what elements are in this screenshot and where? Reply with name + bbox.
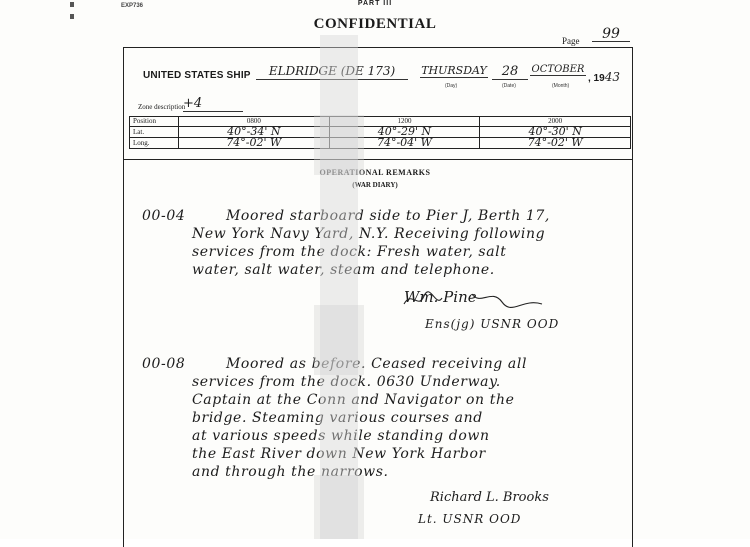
long-1200: 74°-04' W <box>329 138 480 149</box>
time-0800: 0800 <box>179 117 330 127</box>
signature-rank: Ens(jg) USNR OOD <box>425 317 560 331</box>
form-code: EXP736 <box>121 3 144 9</box>
classification-label: CONFIDENTIAL <box>313 16 437 32</box>
entry-line: services from the dock: Fresh water, salt <box>192 244 507 260</box>
long-0800: 74°-02' W <box>179 138 330 149</box>
entry-line: Captain at the Conn and Navigator on the <box>192 392 515 408</box>
ship-month: OCTOBER <box>531 64 585 75</box>
zone-value: +4 <box>183 96 243 112</box>
ship-line <box>143 70 251 81</box>
time-2000: 2000 <box>480 117 631 127</box>
position-row-label: Position <box>130 117 179 127</box>
lat-0800: 40°-34' N <box>179 127 330 138</box>
entry-line: Moored starboard side to Pier J, Berth 17, <box>226 208 550 224</box>
entry-line: bridge. Steaming various courses and <box>192 410 483 426</box>
diary-entry <box>142 355 642 481</box>
watermark-stamp <box>300 35 370 539</box>
longitude-row <box>130 138 631 149</box>
time-1200: 1200 <box>329 117 480 127</box>
signature-rank: Lt. USNR OOD <box>418 512 522 526</box>
entry-line: the East River down New York Harbor <box>192 446 486 462</box>
ship-year: , 1943 <box>588 70 620 84</box>
entry-line: at various speeds while standing down <box>192 428 490 444</box>
entry-line: water, salt water, steam and telephone. <box>192 262 495 278</box>
long-label: Long. <box>130 138 179 149</box>
lat-label: Lat. <box>130 127 179 138</box>
entry-time: 00-08 <box>142 356 186 372</box>
section-divider <box>123 159 633 160</box>
page-number: 99 <box>592 26 630 42</box>
entry-line: services from the dock. 0630 Underway. <box>192 374 501 390</box>
ship-date: 28 <box>492 63 528 80</box>
page-label: Page <box>562 36 580 46</box>
entry-time: 00-04 <box>142 208 186 224</box>
lat-1200: 40°-29' N <box>329 127 480 138</box>
part-label: PART III <box>357 0 393 7</box>
lat-2000: 40°-30' N <box>480 127 631 138</box>
ship-day: THURSDAY <box>421 64 487 77</box>
signature-name: Wm. Pine <box>404 288 477 306</box>
entry-line: and through the narrows. <box>192 464 389 480</box>
long-2000: 74°-02' W <box>480 138 631 149</box>
signature-name: Richard L. Brooks <box>430 490 549 505</box>
diary-entry <box>142 207 642 279</box>
remarks-title: OPERATIONAL REMARKS <box>319 168 431 177</box>
zone-label: Zone description <box>138 103 186 111</box>
signature-scribble <box>402 286 552 314</box>
entry-line: Moored as before. Ceased receiving all <box>226 356 528 372</box>
ship-name: ELDRIDGE (DE 173) <box>256 64 408 80</box>
entry-line: New York Navy Yard, N.Y. Receiving following <box>192 226 546 242</box>
date-caption: (Date) <box>502 83 516 89</box>
ship-prefix: UNITED STATES SHIP <box>143 70 251 81</box>
remarks-subtitle: (WAR DIARY) <box>352 181 398 189</box>
position-table <box>129 116 631 149</box>
day-caption: (Day) <box>445 83 458 89</box>
month-caption: (Month) <box>552 83 570 89</box>
